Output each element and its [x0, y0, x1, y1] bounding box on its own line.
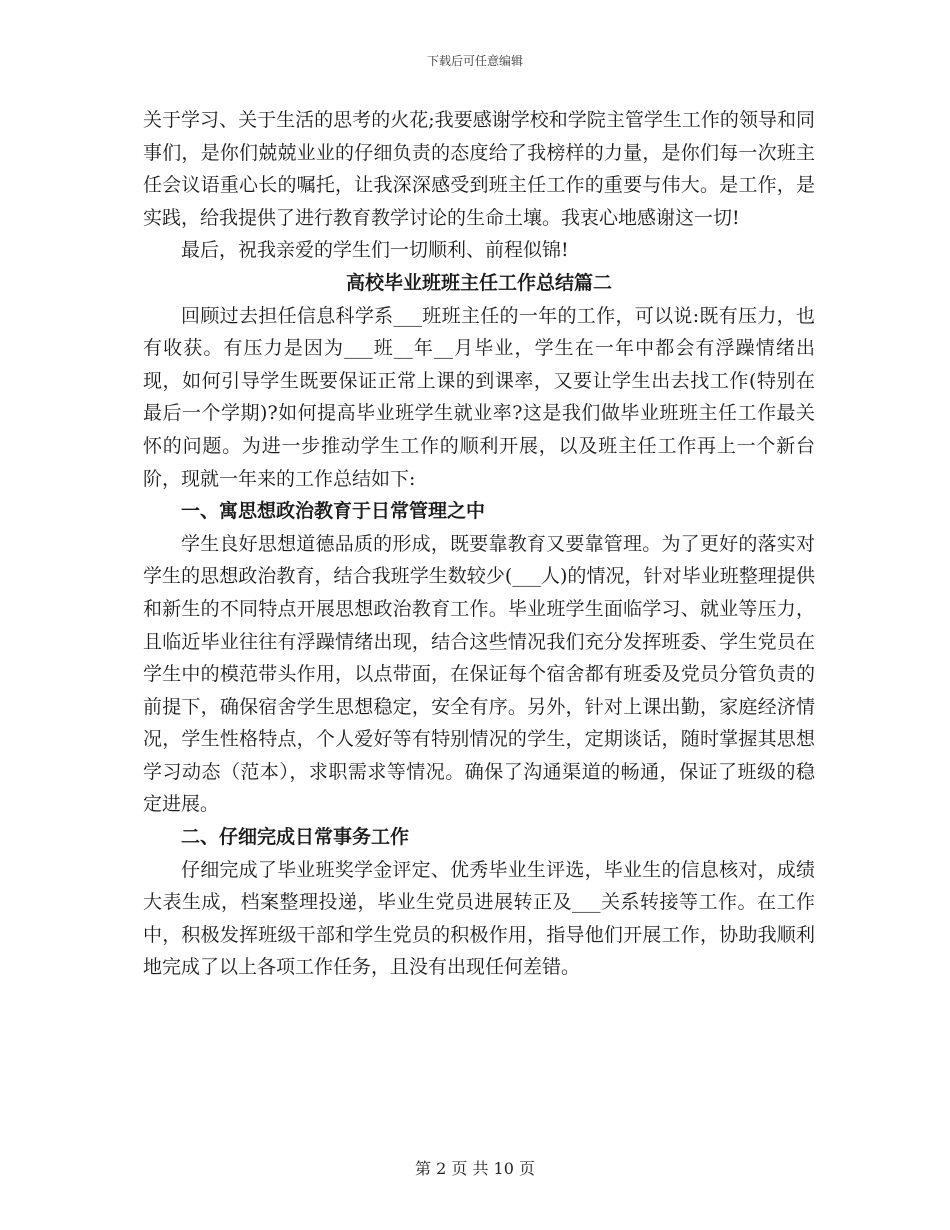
paragraph: 仔细完成了毕业班奖学金评定、优秀毕业生评选，毕业生的信息核对，成绩大表生成，档案整理投递，毕业生党员进展转正及___关系转接等工作。在工作中，积极发挥班级干部和学生党员的积极作用，指导他们开展工作，协助我顺利地完成了以上各项工作任务，且没有出现任何差错。 — [143, 858, 815, 979]
page-header-note: 下载后可任意编辑 — [426, 54, 523, 68]
paragraph: 关于学习、关于生活的思考的火花;我要感谢学校和学院主管学生工作的领导和同事们，是你们兢兢业业的仔细负责的态度给了我榜样的力量，是你们每一次班主任会议语重心长的嘱托，让我深深感受到班主任工作的重要与伟大。是工作，是实践，给我提供了进行教育教学讨论的生命土壤。我衷心地感谢这一切! — [143, 109, 815, 229]
section-heading: 一、寓思想政治教育于日常管理之中 — [181, 500, 486, 523]
page-number: 第 2 页 共 10 页 — [415, 1159, 535, 1178]
paragraph: 最后，祝我亲爱的学生们一切顺利、前程似锦! — [181, 239, 569, 262]
document-body — [143, 104, 815, 984]
section-heading: 二、仔细完成日常事务工作 — [181, 826, 410, 849]
paragraph: 回顾过去担任信息科学系___班班主任的一年的工作，可以说:既有压力，也有收获。有压力是因为___班__年__月毕业，学生在一年中都会有浮躁情绪出现，如何引导学生既要保证正常上课的到课率，又要让学生出去找工作(特别在最后一个学期)?如何提高毕业班学生就业率?这是我们做毕业班班主任工作最关怀的问题。为进一步推动学生工作的顺利开展，以及班主任工作再上一个新台阶，现就一年来的工作总结如下: — [143, 304, 815, 490]
section-title: 高校毕业班班主任工作总结篇二 — [345, 271, 612, 294]
paragraph: 学生良好思想道德品质的形成，既要靠教育又要靠管理。为了更好的落实对学生的思想政治教育，结合我班学生数较少(___人)的情况，针对毕业班整理提供和新生的不同特点开展思想政治教育工作。毕业班学生面临学习、就业等压力，且临近毕业往往有浮躁情绪出现，结合这些情况我们充分发挥班委、学生党员在学生中的模范带头作用，以点带面，在保证每个宿舍都有班委及党员分管负责的前提下，确保宿舍学生思想稳定，安全有序。另外，针对上课出勤，家庭经济情况，学生性格特点，个人爱好等有特别情况的学生，定期谈话，随时掌握其思想学习动态（范本），求职需求等情况。确保了沟通渠道的畅通，保证了班级的稳定进展。 — [143, 532, 815, 816]
